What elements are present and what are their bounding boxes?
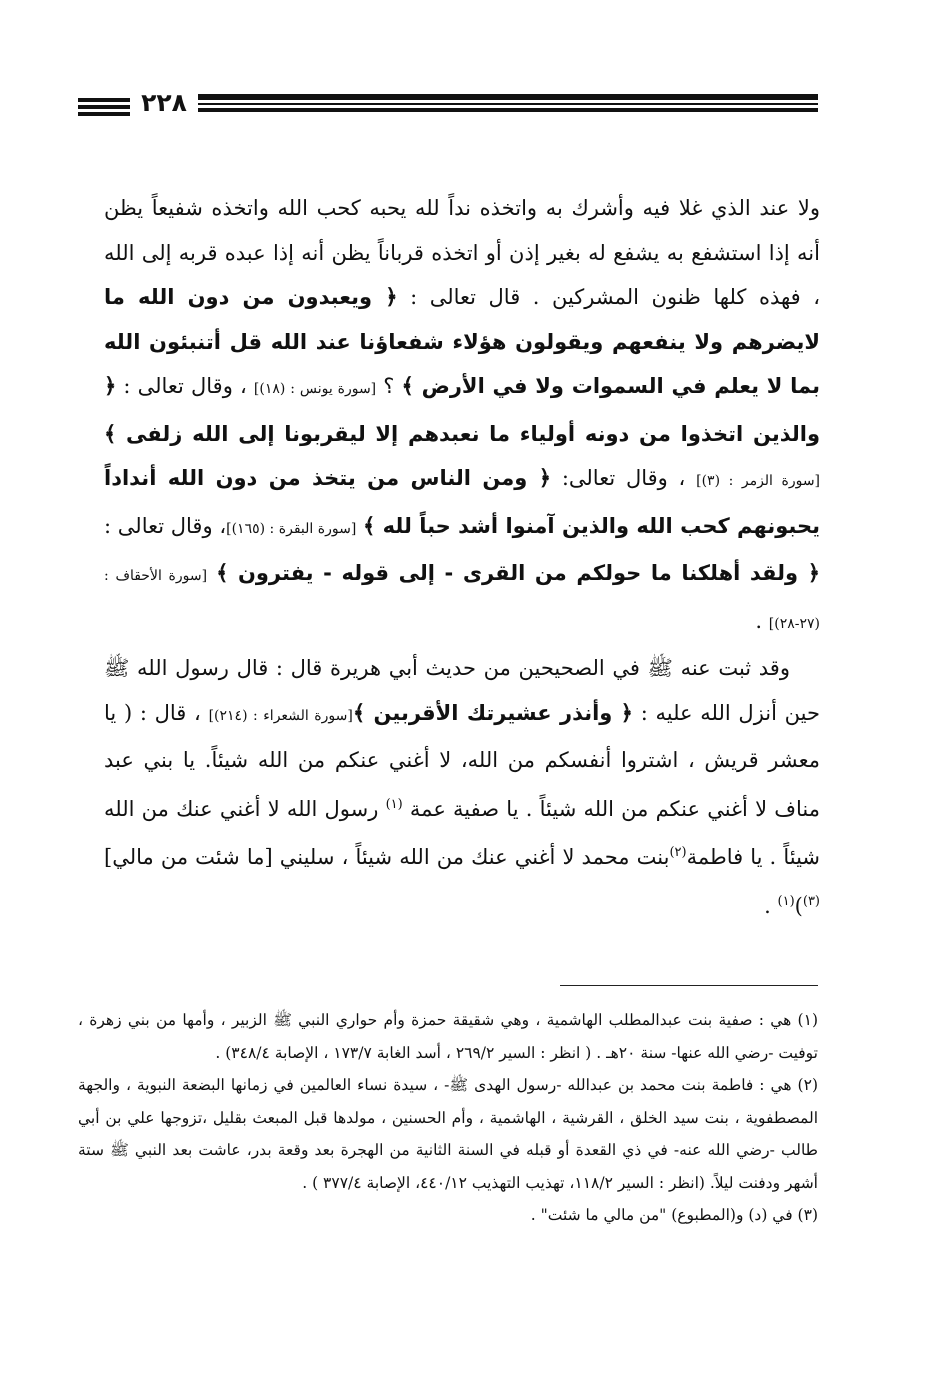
quran-verse: ﴿ وأنذر عشيرتك الأقربين ﴾ bbox=[352, 700, 633, 725]
surah-reference: [سورة الأحقاف : (٢٧-٢٨)] bbox=[104, 568, 820, 632]
text-segment bbox=[207, 561, 216, 585]
text-segment: ) bbox=[794, 893, 803, 918]
text-segment: ؟ bbox=[376, 374, 402, 398]
text-segment: وقد ثبت عنه ﷺ في الصحيحين من حديث أبي هريرة قال : قال رسول الله ﷺ حين أنزل الله عليه : bbox=[104, 656, 820, 725]
text-segment: ، وقال تعالى : bbox=[116, 374, 254, 398]
text-segment: ، وقال تعالى: bbox=[551, 466, 697, 490]
page-header bbox=[78, 88, 818, 122]
header-rule-right bbox=[198, 94, 818, 112]
footnotes bbox=[78, 1004, 818, 1232]
footnote-marker[interactable]: (٣) bbox=[802, 893, 820, 909]
footnote-marker[interactable]: (١) bbox=[777, 893, 795, 909]
quran-verse: ﴿ ومن الناس من يتخذ من دون الله أنداداً يحبونهم كحب الله والذين آمنوا أشد حباً لله ﴾ bbox=[104, 466, 820, 538]
text-segment bbox=[356, 514, 363, 538]
text-segment: رسول الله لا أغني عنك من الله شيئاً . يا فاطمة bbox=[104, 796, 821, 869]
text-segment: ولا عند الذي غلا فيه وأشرك به واتخذه نداً لله يحبه كحب الله واتخذه شفيعاً يظن أنه إذا استشفع به يشفع له بغير إذن أو اتخذه قرباناً يظن أنه إذا عبده قربه إلى الله ، فهذه كلها ظنون المشركين . قال تعالى : bbox=[104, 196, 821, 309]
footnote-1: (١) هي : صفية بنت عبدالمطلب الهاشمية ، وهي شقيقة حمزة وأم حواري النبي ﷺ الزبير ، وأمها من بني زهرة ، توفيت -رضي الله عنها- سنة ٢٠هـ . ( انظر : السير ٢٦٩/٢ ، أسد الغابة ١٧٣/٧ ، الإصابة ٣٤٨/٤) . bbox=[78, 1011, 818, 1062]
text-segment: . bbox=[764, 893, 778, 918]
footnote-separator bbox=[560, 985, 818, 986]
surah-reference: [سورة الزمر : (٣)] bbox=[696, 473, 821, 489]
quran-verse: ﴿ ويعبدون من دون الله ما لايضرهم ولا ينفعهم ويقولون هؤلاء شفعاؤنا عند الله قل أتنبئون الله بما لا يعلم في السموات ولا في الأرض ﴾ bbox=[104, 285, 821, 398]
text-segment: ، وقال تعالى : bbox=[104, 513, 227, 538]
paragraph-1 bbox=[104, 186, 820, 646]
surah-reference: [سورة يونس : (١٨)] bbox=[253, 381, 377, 397]
quran-verse: ﴿ ولقد أهلكنا ما حولكم من القرى - إلى قوله - يفترون ﴾ bbox=[216, 561, 820, 585]
footnote-3: (٣) في (د) و(المطبوع) "من مالي ما شئت" . bbox=[530, 1206, 818, 1224]
footnote-marker[interactable]: (١) bbox=[385, 796, 403, 812]
main-text bbox=[104, 186, 820, 928]
quran-verse: ﴿ والذين اتخذوا من دونه أولياء ما نعبدهم إلا ليقربونا إلى الله زلفى ﴾ bbox=[104, 374, 820, 446]
paragraph-2 bbox=[104, 646, 820, 928]
text-segment: . bbox=[755, 608, 769, 633]
footnote-2: (٢) هي : فاطمة بنت محمد بن عبدالله -رسول الهدى ﷺ- ، سيدة نساء العالمين في زمانها البضعة النبوية ، والجهة المصطفوية ، بنت سيد الخلق ، القرشية ، الهاشمية ، وأم الحسنين ، مولدها قبل المبعث بقليل ،تزوجها علي بن أبي طالب -رضي الله عنه- في ذي القعدة أو قبله في السنة الثانية من الهجرة بعد وقعة بدر، عاشت بعد النبي ﷺ ستة أشهر ودفنت ليلاً. (انظر : السير ١١٨/٢، تهذيب التهذيب ٤٤٠/١٢، الإصابة ٣٧٧/٤ ) . bbox=[78, 1076, 818, 1192]
header-rule-left bbox=[78, 98, 130, 119]
footnote-marker[interactable]: (٢) bbox=[669, 845, 687, 860]
text-segment: ، قال : ( يا معشر قريش ، اشتروا أنفسكم من الله، لا أغني عنكم من الله شيئاً. يا بني عبد مناف لا أغني عنكم من الله شيئاً . يا صفية عمة bbox=[104, 700, 820, 821]
surah-reference: [سورة البقرة : (١٦٥)] bbox=[226, 520, 357, 537]
surah-reference: [سورة الشعراء : (٢١٤)] bbox=[208, 707, 353, 724]
page-number: ٢٢٨ bbox=[141, 88, 187, 117]
text-segment: بنت محمد لا أغني عنك من الله شيئاً ، سليني [ما شئت من مالي] bbox=[104, 845, 670, 869]
